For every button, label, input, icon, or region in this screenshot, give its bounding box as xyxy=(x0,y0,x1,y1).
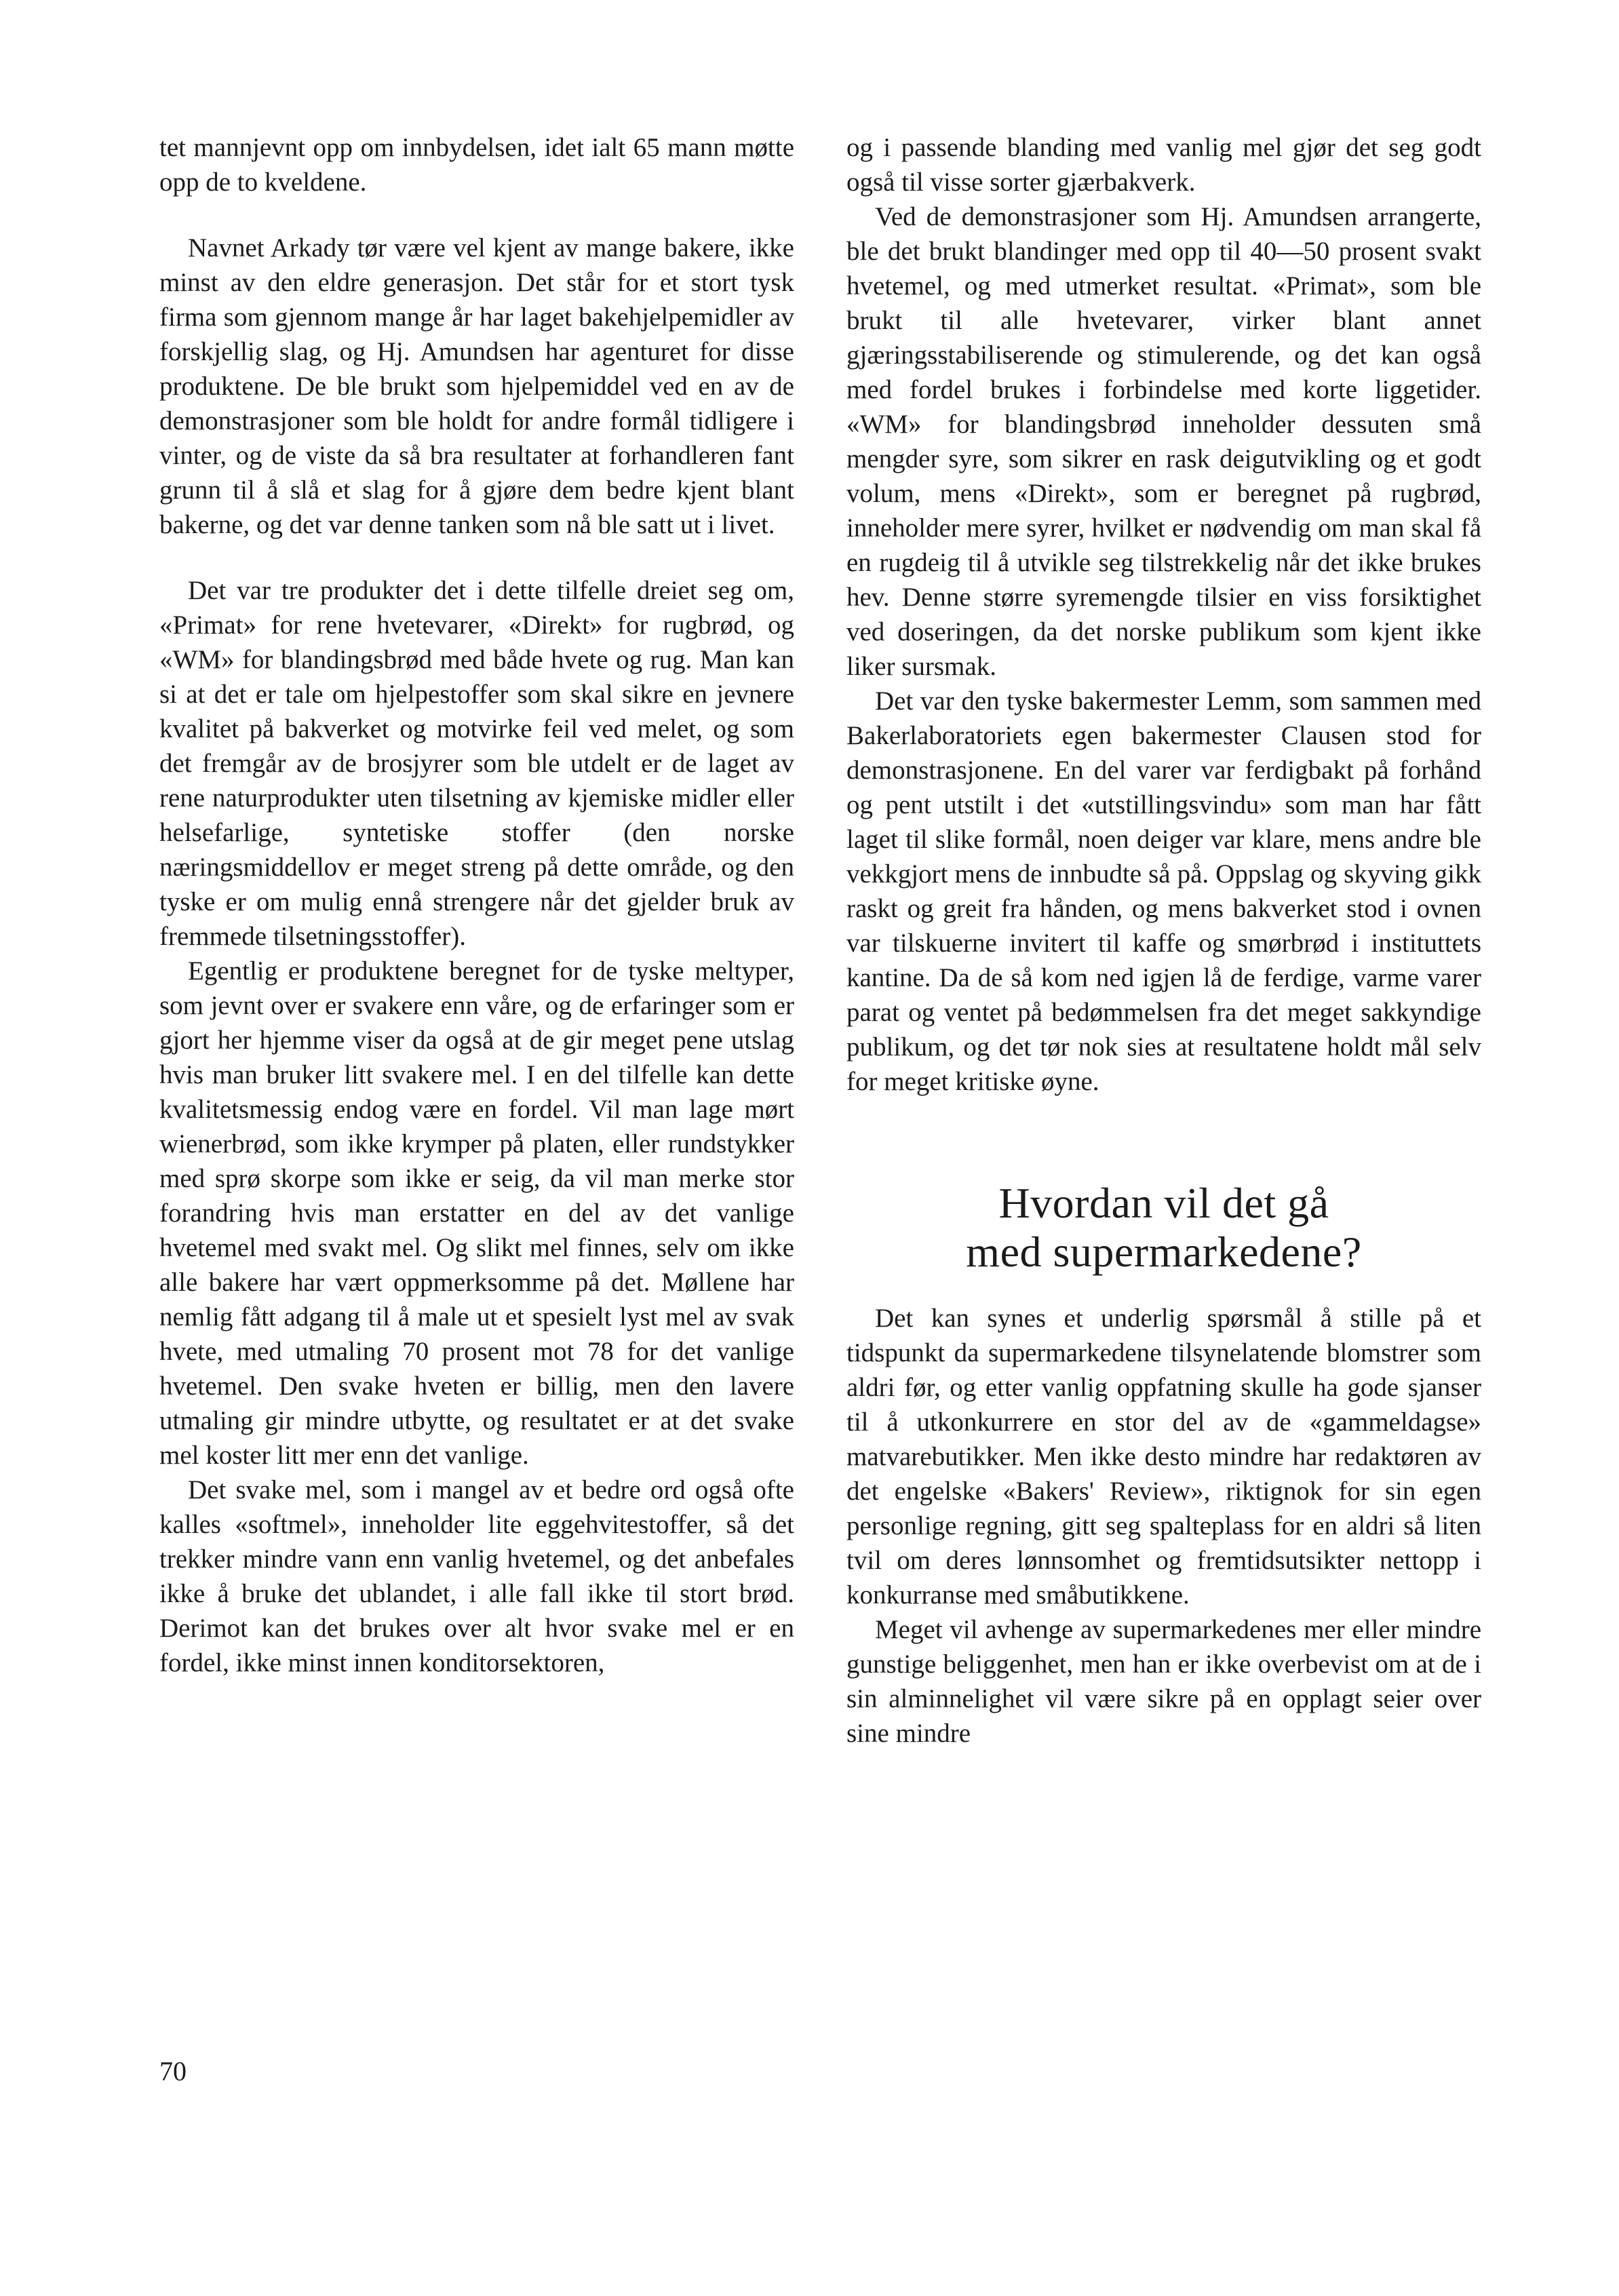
heading-line: med supermarkedene? xyxy=(966,1228,1362,1276)
paragraph: Ved de demonstrasjoner som Hj. Amundsen arrangerte, ble det brukt blandinger med opp til 40—50 prosent svakt hvetemel, og med utmerket resultat. «Primat», som ble brukt til alle hvetevarer, virker blant annet gjæringsstabiliserende og stimulerende, og det kan også med fordel brukes i forbindelse med korte liggetider. «WM» for blandingsbrød inneholder dessuten små mengder syre, som sikrer en rask deigutvikling og et godt volum, mens «Direkt», som er beregnet på rugbrød, inneholder mere syrer, hvilket er nødvendig om man skal få en rugdeig til å utvikle seg tilstrekkelig når det ikke brukes hev. Denne større syremengde tilsier en viss forsiktighet ved doseringen, da det norske publikum som kjent ikke liker sursmak. xyxy=(846,202,1481,681)
paragraph: tet mannjevnt opp om innbydelsen, idet ialt 65 mann møtte opp de to kveldene. xyxy=(159,133,794,197)
left-column xyxy=(159,130,794,1680)
right-column xyxy=(846,130,1481,1751)
section-heading xyxy=(846,1179,1481,1277)
paragraph: Det kan synes et underlig spørsmål å stille på et tidspunkt da supermarkedene tilsynelatende blomstrer som aldri før, og etter vanlig oppfatning skulle ha gode sjanser til å utkonkurrere en stor del av de «gammeldagse» matvarebutikker. Men ikke desto mindre har redaktøren av det engelske «Bakers' Review», riktignok for sin egen personlige regning, gitt seg spalteplass for en aldri så liten tvil om deres lønnsomhet og fremtidsutsikter nettopp i konkurranse med småbutikkene. xyxy=(846,1304,1481,1610)
page-number: 70 xyxy=(159,2056,187,2086)
paragraph: Det svake mel, som i mangel av et bedre ord også ofte kalles «softmel», inneholder lite eggehvitestoffer, så det trekker mindre vann enn vanlig hvetemel, og det anbefales ikke å bruke det ublandet, i alle fall ikke til stort brød. Derimot kan det brukes over alt hvor svake mel er en fordel, ikke minst innen konditorsektoren, xyxy=(159,1475,794,1677)
heading-line: Hvordan vil det gå xyxy=(998,1179,1329,1227)
paragraph: Egentlig er produktene beregnet for de tyske meltyper, som jevnt over er svakere enn våre, og de erfaringer som er gjort her hjemme viser da også at de gir meget pene utslag hvis man bruker litt svakere mel. I en del tilfelle kan dette kvalitetsmessig endog være en fordel. Vil man lage mørt wienerbrød, som ikke krymper på platen, eller rundstykker med sprø skorpe som ikke er seig, da vil man merke stor forandring hvis man erstatter en del av det vanlige hvetemel med svakt mel. Og slikt mel finnes, selv om ikke alle bakere har vært oppmerksomme på det. Møllene har nemlig fått adgang til å male ut et spesielt lyst mel av svak hvete, med utmaling 70 prosent mot 78 for det vanlige hvetemel. Den svake hveten er billig, men den lavere utmaling gir mindre utbytte, og resultatet er at det svake mel koster litt mer enn det vanlige. xyxy=(159,956,794,1470)
paragraph: Det var den tyske bakermester Lemm, som sammen med Bakerlaboratoriets egen bakermester Clausen stod for demonstrasjonene. En del varer var ferdigbakt på forhånd og pent utstilt i det «utstillingsvindu» som man har fått laget til slike formål, noen deiger var klare, mens andre ble vekkgjort mens de innbudte så på. Oppslag og skyving gikk raskt og greit fra hånden, og mens bakverket stod i ovnen var tilskuerne invitert til kaffe og smørbrød i instituttets kantine. Da de så kom ned igjen lå de ferdige, varme varer parat og ventet på bedømmelsen fra det meget sakkyndige publikum, og det tør nok sies at resultatene holdt mål selv for meget kritiske øyne. xyxy=(846,686,1481,1096)
paragraph: Meget vil avhenge av supermarkedenes mer eller mindre gunstige beliggenhet, men han er ikke overbevist om at de i sin alminnelighet vil være sikre på en opplagt seier over sine mindre xyxy=(846,1615,1481,1748)
paragraph: og i passende blanding med vanlig mel gjør det seg godt også til visse sorter gjærbakverk. xyxy=(846,133,1481,197)
paragraph: Navnet Arkady tør være vel kjent av mange bakere, ikke minst av den eldre generasjon. Det står for et stort tysk firma som gjennom mange år har laget bakehjelpemidler av forskjellig slag, og Hj. Amundsen har agenturet for disse produktene. De ble brukt som hjelpemiddel ved en av de demonstrasjoner som ble holdt for andre formål tidligere i vinter, og de viste da så bra resultater at forhandleren fant grunn til å slå et slag for å gjøre dem bedre kjent blant bakerne, og det var denne tanken som nå ble satt ut i livet. xyxy=(159,233,794,539)
paragraph: Det var tre produkter det i dette tilfelle dreiet seg om, «Primat» for rene hvetevarer, «Direkt» for rugbrød, og «WM» for blandingsbrød med både hvete og rug. Man kan si at det er tale om hjelpestoffer som skal sikre en jevnere kvalitet på bakverket og motvirke feil ved melet, og som det fremgår av de brosjyrer som ble utdelt er de laget av rene naturprodukter uten tilsetning av kjemiske midler eller helsefarlige, syntetiske stoffer (den norske næringsmiddellov er meget streng på dette område, og den tyske er om mulig ennå strengere når det gjelder bruk av fremmede tilsetningsstoffer). xyxy=(159,576,794,951)
